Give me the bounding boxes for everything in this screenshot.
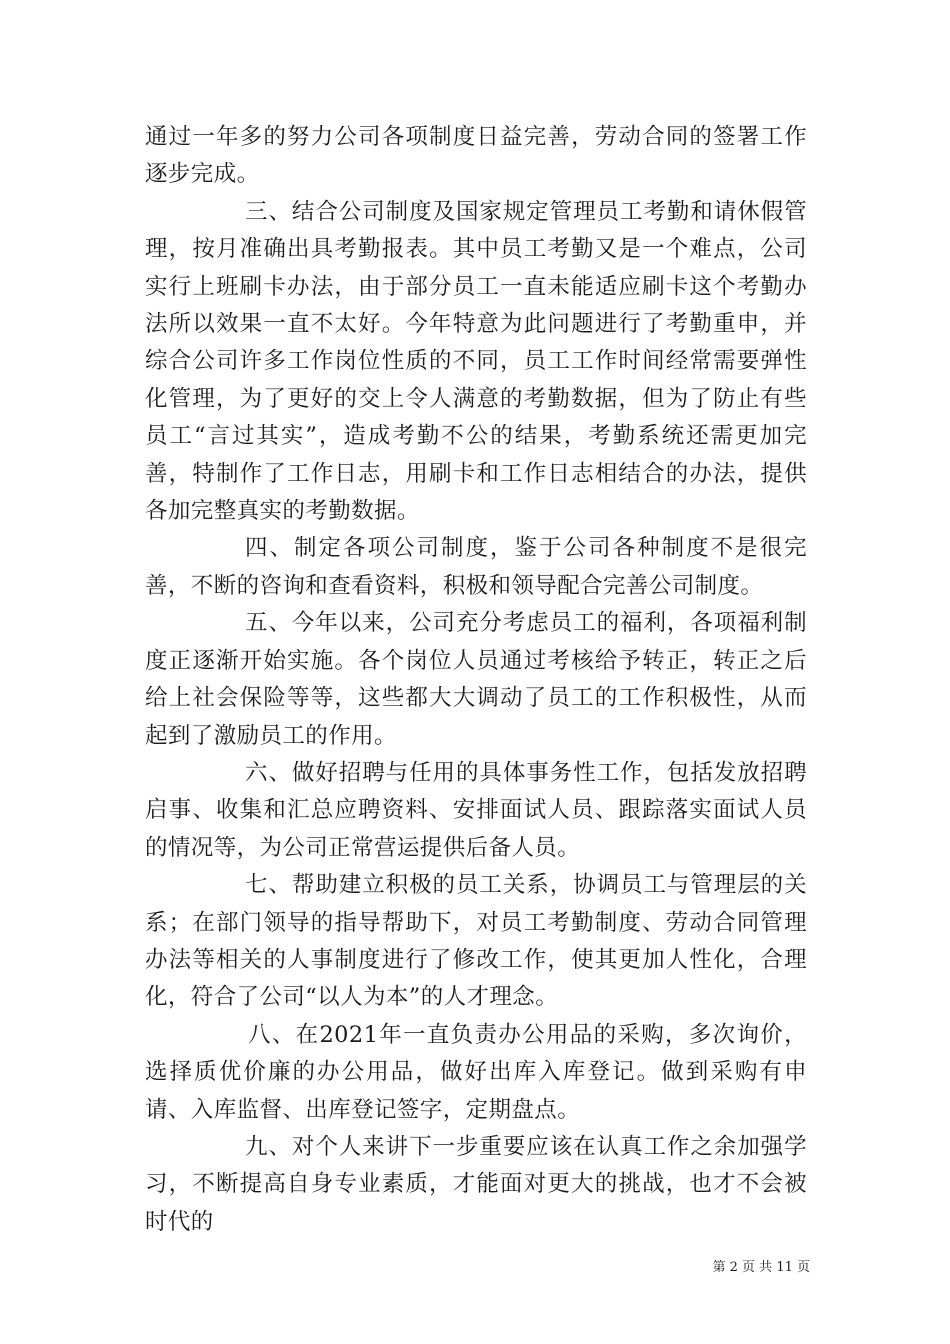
paragraph-item-7: 七、帮助建立积极的员工关系，协调员工与管理层的关系；在部门领导的指导帮助下，对员工考勤制度、劳动合同管理办法等相关的人事制度进行了修改工作，使其更加人性化，合理化，符合了公司“以人为本”的人才理念。: [145, 872, 807, 1011]
paragraph-item-6: 六、做好招聘与任用的具体事务性工作，包括发放招聘启事、收集和汇总应聘资料、安排面试人员、跟踪落实面试人员的情况等，为公司正常营运提供后备人员。: [145, 759, 807, 861]
paragraph-item-5: 五、今年以来，公司充分考虑员工的福利，各项福利制度正逐渐开始实施。各个岗位人员通过考核给予转正，转正之后给上社会保险等等，这些都大大调动了员工的工作积极性，从而起到了激励员工的作用。: [145, 610, 807, 749]
paragraph-item-4: 四、制定各项公司制度，鉴于公司各种制度不是很完善，不断的咨询和查看资料，积极和领导配合完善公司制度。: [145, 535, 807, 599]
paragraph-item-3: 三、结合公司制度及国家规定管理员工考勤和请休假管理，按月准确出具考勤报表。其中员工考勤又是一个难点，公司实行上班刷卡办法，由于部分员工一直未能适应刷卡这个考勤办法所以效果一直不太好。今年特意为此问题进行了考勤重申，并综合公司许多工作岗位性质的不同，员工工作时间经常需要弹性化管理，为了更好的交上令人满意的考勤数据，但为了防止有些员工“言过其实”，造成考勤不公的结果，考勤系统还需更加完善，特制作了工作日志，用刷卡和工作日志相结合的办法，提供各加完整真实的考勤数据。: [145, 198, 807, 525]
paragraph-item-8: 八、在2021年一直负责办公用品的采购，多次询价，选择质优价廉的办公用品，做好出库入库登记。做到采购有申请、入库监督、出库登记签字，定期盘点。: [145, 1021, 807, 1123]
page-number-footer: 第 2 页 共 11 页: [712, 1260, 810, 1275]
document-body: [145, 119, 807, 1241]
paragraph-item-9: 九、对个人来讲下一步重要应该在认真工作之余加强学习，不断提高自身专业素质，才能面对更大的挑战，也才不会被时代的: [145, 1133, 807, 1235]
paragraph-continuation: 通过一年多的努力公司各项制度日益完善，劳动合同的签署工作逐步完成。: [145, 124, 807, 188]
